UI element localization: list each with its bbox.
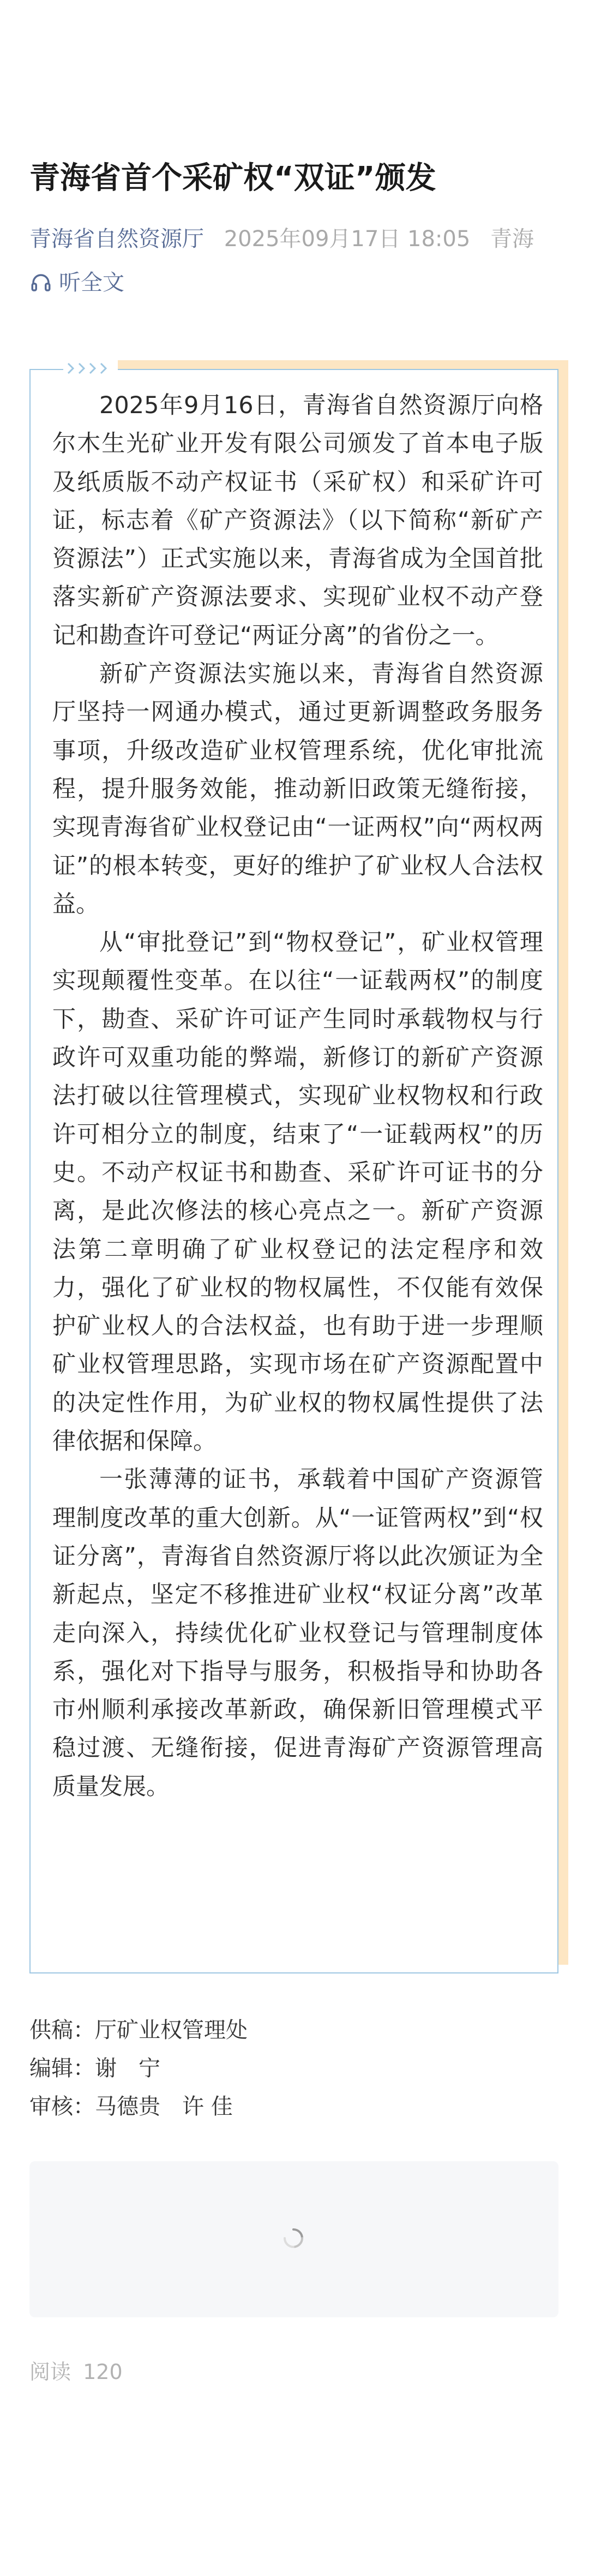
read-number: 120 (83, 2360, 123, 2384)
headphone-icon (29, 271, 52, 294)
reviewer-line: 审核：马德贵 许 佳 (29, 2094, 233, 2119)
spinner-icon (281, 2226, 305, 2250)
article-title: 青海省首个采矿权“双证”颁发 (29, 160, 436, 196)
read-label: 阅读 (29, 2360, 71, 2384)
double-arrow-icon (88, 362, 98, 375)
account-name-link[interactable]: 青海省自然资源厅 (29, 226, 204, 252)
contributor-line: 供稿：厅矿业权管理处 (29, 2018, 248, 2043)
article-body (52, 386, 543, 1806)
double-arrow-icon (77, 362, 87, 375)
frame-arrows (63, 359, 118, 378)
double-arrow-icon (67, 362, 76, 375)
article-paragraph: 一张薄薄的证书，承载着中国矿产资源管理制度改革的重大创新。从“一证管两权”到“权证分离”，青海省自然资源厅将以此次颁证为全新起点，坚定不移推进矿业权“权证分离”改革走向深入，持续优化矿业权登记与管理制度体系，强化对下指导与服务，积极指导和协助各市州顺利承接改革新政，确保新旧管理模式平稳过渡、无缝衔接，促进青海矿产资源管理高质量发展。 (52, 1466, 543, 1800)
read-count (29, 2357, 123, 2387)
editor-line: 编辑：谢 宁 (29, 2056, 160, 2081)
article-paragraph: 2025年9月16日，青海省自然资源厅向格尔木生光矿业开发有限公司颁发了首本电子版及纸质版不动产权证书（采矿权）和采矿许可证，标志着《矿产资源法》（以下简称“新矿产资源法”）正式实施以来，青海省成为全国首批落实新矿产资源法要求、实现矿业权不动产登记和勘查许可登记“两证分离”的省份之一。 (52, 392, 543, 649)
article-paragraph: 新矿产资源法实施以来，青海省自然资源厅坚持一网通办模式，通过更新调整政务服务事项，升级改造矿业权管理系统，优化审批流程，提升服务效能，推动新旧政策无缝衔接，实现青海省矿业权登记由“一证两权”向“两权两证”的根本转变，更好的维护了矿业权人合法权益。 (52, 660, 543, 918)
article-meta (29, 224, 534, 254)
article-credits (29, 2011, 248, 2126)
article-paragraph: 从“审批登记”到“物权登记”，矿业权管理实现颠覆性变革。在以往“一证载两权”的制度下，勘查、采矿许可证产生同时承载物权与行政许可双重功能的弊端，新修订的新矿产资源法打破以往管理模式，实现矿业权物权和行政许可相分立的制度，结束了“一证载两权”的历史。不动产权证书和勘查、采矿许可证书的分离，是此次修法的核心亮点之一。新矿产资源法第二章明确了矿业权登记的法定程序和效力，强化了矿业权的物权属性，不仅能有效保护矿业权人的合法权益，也有助于进一步理顺矿业权管理思路，实现市场在矿产资源配置中的决定性作用，为矿业权的物权属性提供了法律依据和保障。 (52, 929, 543, 1456)
publish-region: 青海 (490, 226, 534, 252)
publish-time: 2025年09月17日 18:05 (224, 226, 471, 252)
double-arrow-icon (99, 362, 109, 375)
listen-button[interactable] (29, 267, 124, 298)
listen-label: 听全文 (59, 270, 124, 295)
